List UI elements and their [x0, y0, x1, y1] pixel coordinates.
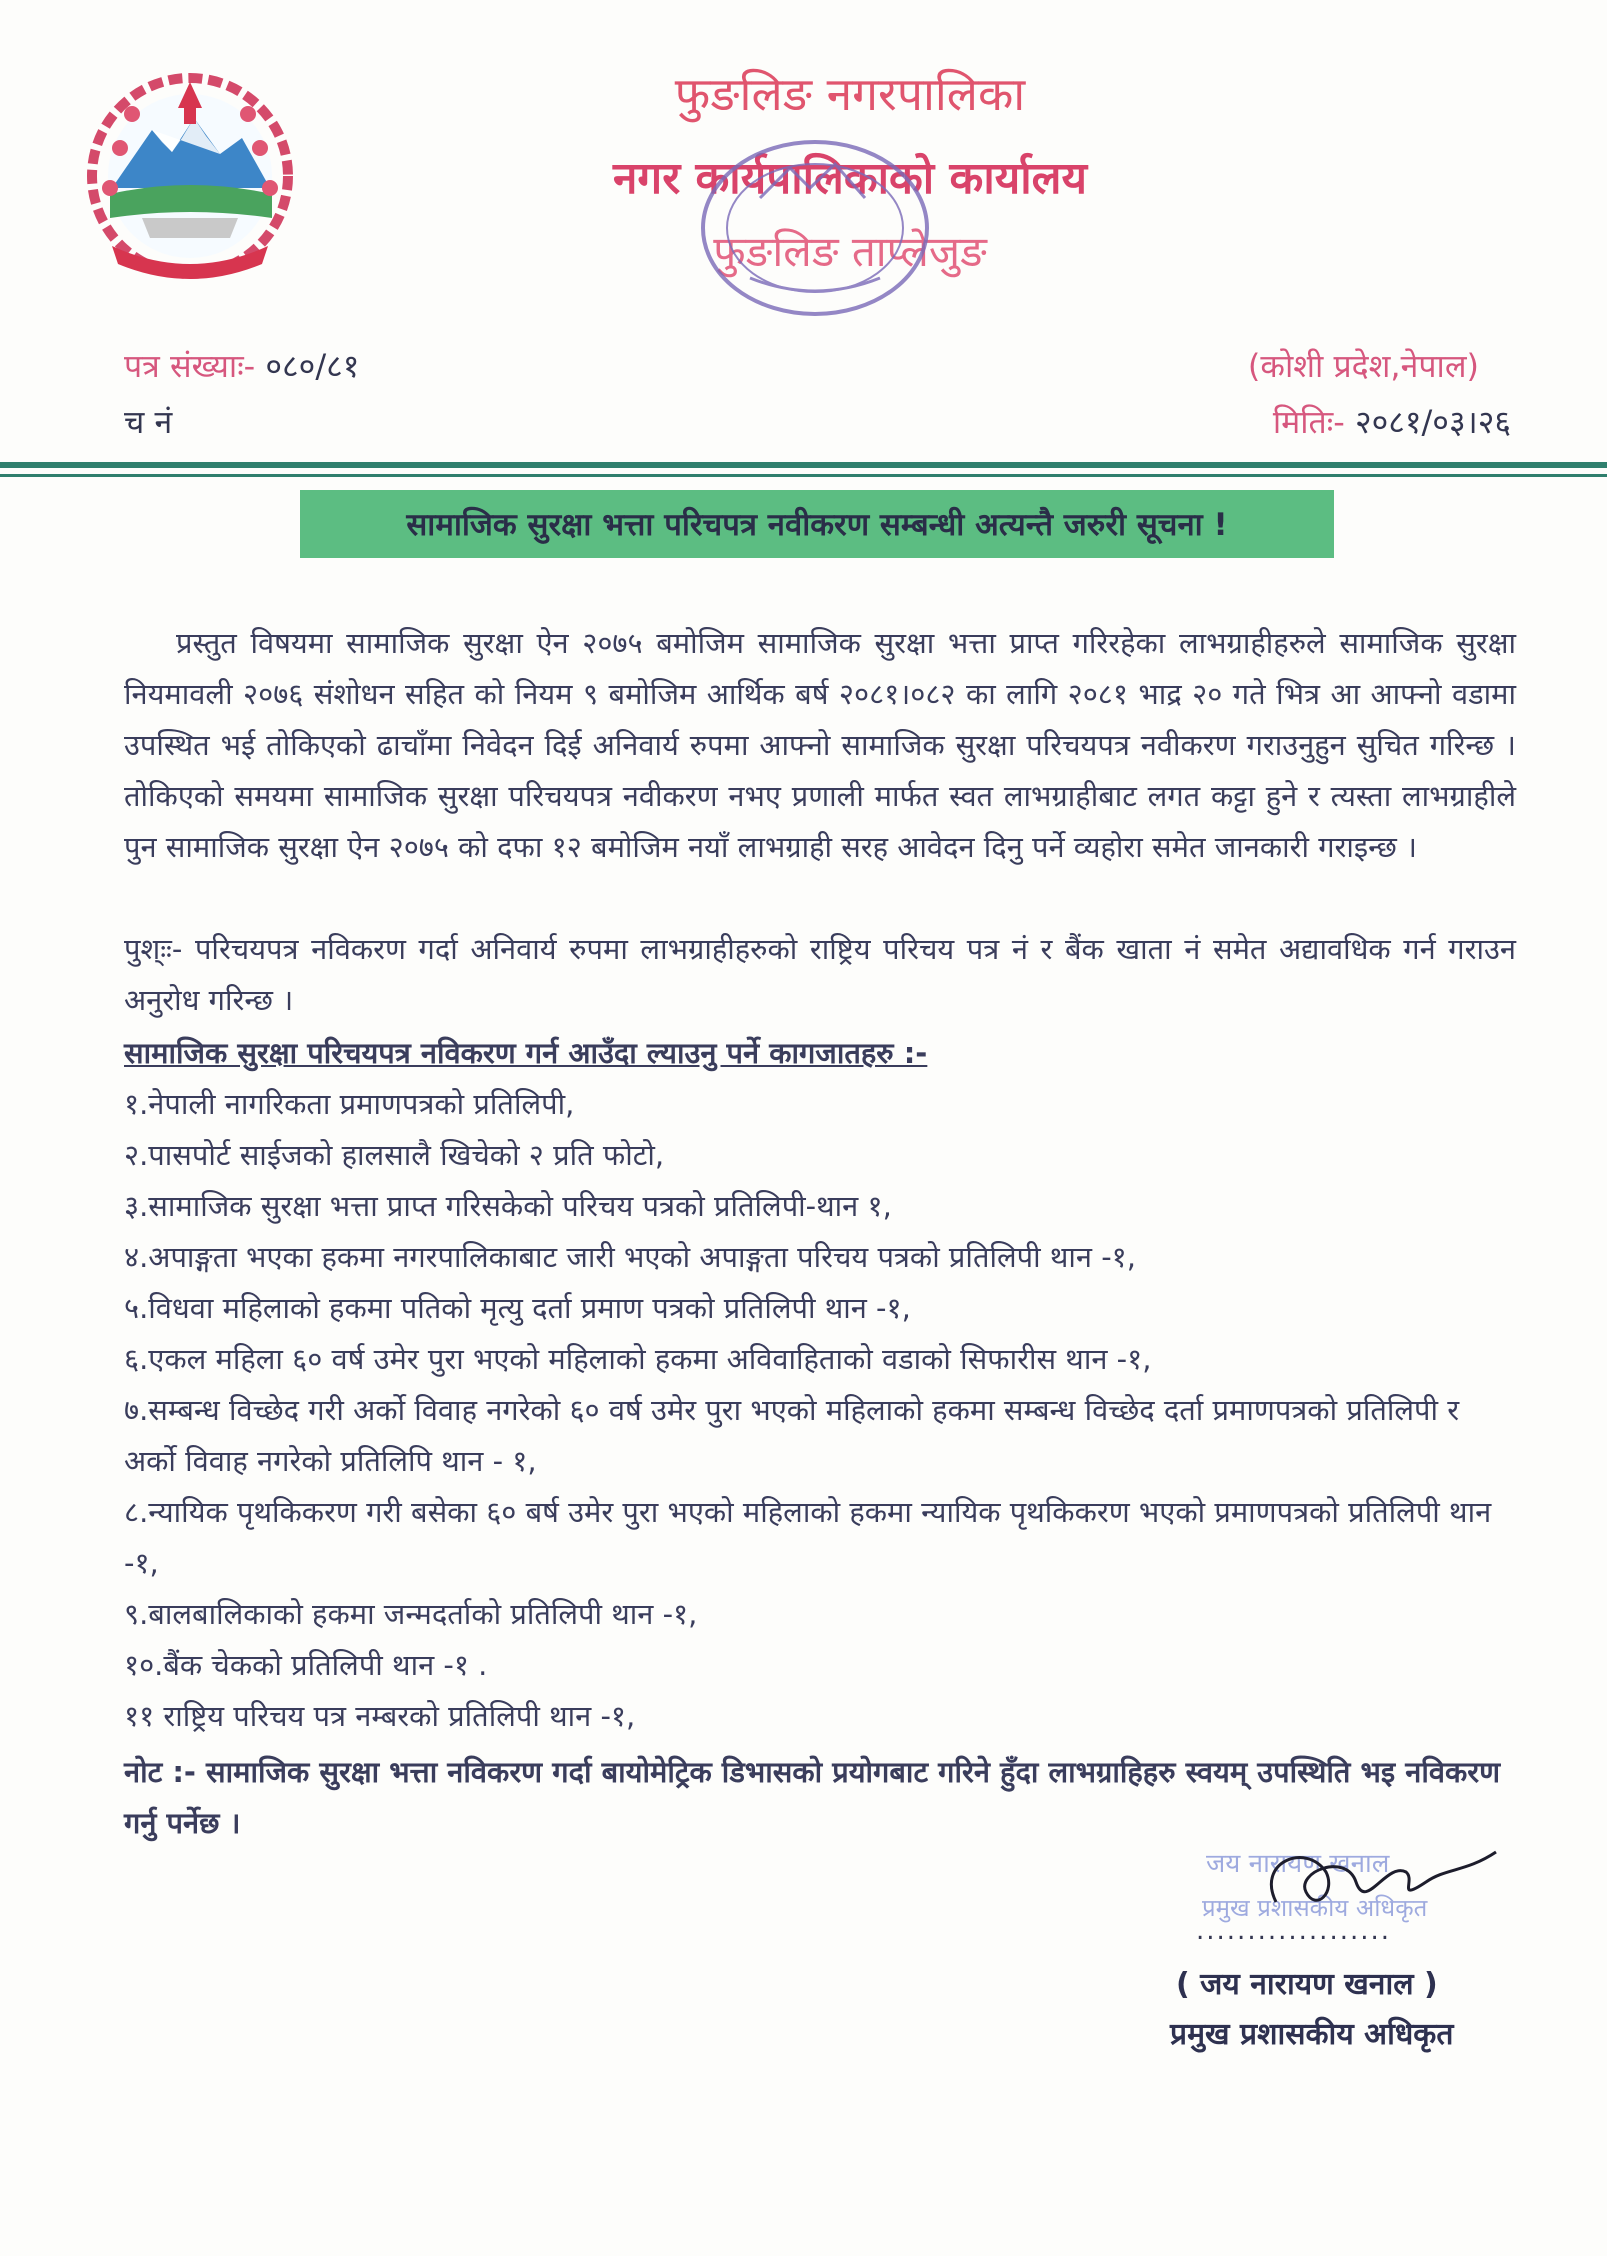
reference-number — [124, 344, 359, 387]
notice-title: सामाजिक सुरक्षा भत्ता परिचपत्र नवीकरण सम्बन्धी अत्यन्तै जरुरी सूचना ! — [406, 507, 1228, 543]
notice-paragraph-main: प्रस्तुत विषयमा सामाजिक सुरक्षा ऐन २०७५ बमोजिम सामाजिक सुरक्षा भत्ता प्राप्त गरिरहेका लाभग्राहीहरुले सामाजिक सुरक्षा नियमावली २०७६ संशोधन सहित को नियम ९ बमोजिम आर्थिक बर्ष २०८१।०८२ का लागि २०८१ भाद्र २० गते भित्र आ आफ्नो वडामा उपस्थित भई तोकिएको ढाचाँमा निवेदन दिई अनिवार्य रुपमा आफ्नो सामाजिक सुरक्षा परिचयपत्र नवीकरण गराउनुहुन सुचित गरिन्छ । तोकिएको समयमा सामाजिक सुरक्षा परिचयपत्र नवीकरण नभए प्रणाली मार्फत स्वत लाभग्राहीबाट लगत कट्टा हुने र त्यस्ता लाभग्राहीले पुन सामाजिक सुरक्षा ऐन २०७५ को दफा १२ बमोजिम नयाँ लाभग्राही सरह आवेदन दिनु पर्ने व्यहोरा समेत जानकारी गराइन्छ । — [124, 626, 1516, 864]
office-location: फुङलिङ ताप्लेजुङ — [713, 227, 987, 276]
list-item: १०.बैंक चेकको प्रतिलिपी थान -१ . — [124, 1648, 488, 1682]
notice-note: नोट :- सामाजिक सुरक्षा भत्ता नविकरण गर्दा बायोमेट्रिक डिभासको प्रयोगबाट गरिने हुँदा लाभग्राहिहरु स्वयम् उपस्थिति भइ नविकरण गर्नु पर्नेछ । — [124, 1755, 1501, 1840]
date-value: २०८१/०३।२६ — [1354, 403, 1511, 441]
stamp-text-name: जय नारायण खनाल — [1206, 1849, 1390, 1879]
list-item: ११ राष्ट्रिय परिचय पत्र नम्बरको प्रतिलिपी थान -१, — [124, 1699, 636, 1733]
signatory-name: ( जय नारायण खनाल ) — [1176, 1967, 1438, 2002]
notice-title-banner — [300, 490, 1334, 558]
signatory-title: प्रमुख प्रशासकीय अधिकृत — [1170, 2017, 1454, 2052]
list-item: ९.बालबालिकाको हकमा जन्मदर्ताको प्रतिलिपी थान -१, — [124, 1597, 698, 1631]
notice-paragraph-postscript: पुश्ःः- परिचयपत्र नविकरण गर्दा अनिवार्य रुपमा लाभग्राहीहरुको राष्ट्रिय परिचय पत्र नं र बैंक खाता नं समेत अद्यावधिक गर्न गराउन अनुरोध गरिन्छ । — [124, 932, 1516, 1017]
list-item: १.नेपाली नागरिकता प्रमाणपत्रको प्रतिलिपी, — [124, 1087, 575, 1121]
header-divider — [0, 462, 1607, 468]
dispatch-number: च नं — [124, 403, 173, 441]
reference-value: ०८०/८१ — [265, 347, 360, 385]
documents-list — [124, 1079, 1516, 1742]
office-name: नगर कार्यपालिकाको कार्यालय — [613, 153, 1087, 204]
reference-label: पत्र संख्याः- — [124, 347, 266, 385]
list-item: ३.सामाजिक सुरक्षा भत्ता प्राप्त गरिसकेको परिचय पत्रको प्रतिलिपी-थान १, — [124, 1189, 892, 1223]
list-item: २.पासपोर्ट साईजको हालसालै खिचेको २ प्रति फोटो, — [124, 1138, 665, 1172]
municipality-name: फुङलिङ नगरपालिका — [674, 67, 1026, 121]
stamp-text-title: प्रमुख प्रशासकीय अधिकृत — [1202, 1894, 1428, 1922]
notice-date — [1273, 400, 1511, 443]
signature-line: ................... — [1196, 1916, 1392, 1946]
list-item: ५.विधवा महिलाको हकमा पतिको मृत्यु दर्ता प्रमाण पत्रको प्रतिलिपी थान -१, — [124, 1291, 911, 1325]
list-item: ८.न्यायिक पृथकिकरण गरी बसेका ६० बर्ष उमेर पुरा भएको महिलाको हकमा न्यायिक पृथकिकरण भएको प्रमाणपत्रको प्रतिलिपी थान -१, — [124, 1495, 1492, 1580]
documents-heading: सामाजिक सुरक्षा परिचयपत्र नविकरण गर्न आउँदा ल्याउनु पर्ने कागजातहरु :- — [124, 1036, 928, 1070]
office-seal-icon — [660, 128, 970, 328]
province-label: (कोशी प्रदेश,नेपाल) — [1247, 347, 1479, 385]
list-item: ४.अपाङ्गता भएका हकमा नगरपालिकाबाट जारी भएको अपाङ्गता परिचय पत्रको प्रतिलिपी थान -१, — [124, 1240, 1136, 1274]
header-divider-thin — [0, 474, 1607, 477]
nepal-emblem-icon — [72, 68, 308, 290]
date-label: मितिः- — [1272, 403, 1355, 441]
list-item: ६.एकल महिला ६० वर्ष उमेर पुरा भएको महिलाको हकमा अविवाहिताको वडाको सिफारीस थान -१, — [124, 1342, 1152, 1376]
list-item: ७.सम्बन्ध विच्छेद गरी अर्को विवाह नगरेको ६० वर्ष उमेर पुरा भएको महिलाको हकमा सम्बन्ध विच्छेद दर्ता प्रमाणपत्रको प्रतिलिपी र अर्को विवाह नगरेको प्रतिलिपि थान - १, — [124, 1393, 1460, 1478]
